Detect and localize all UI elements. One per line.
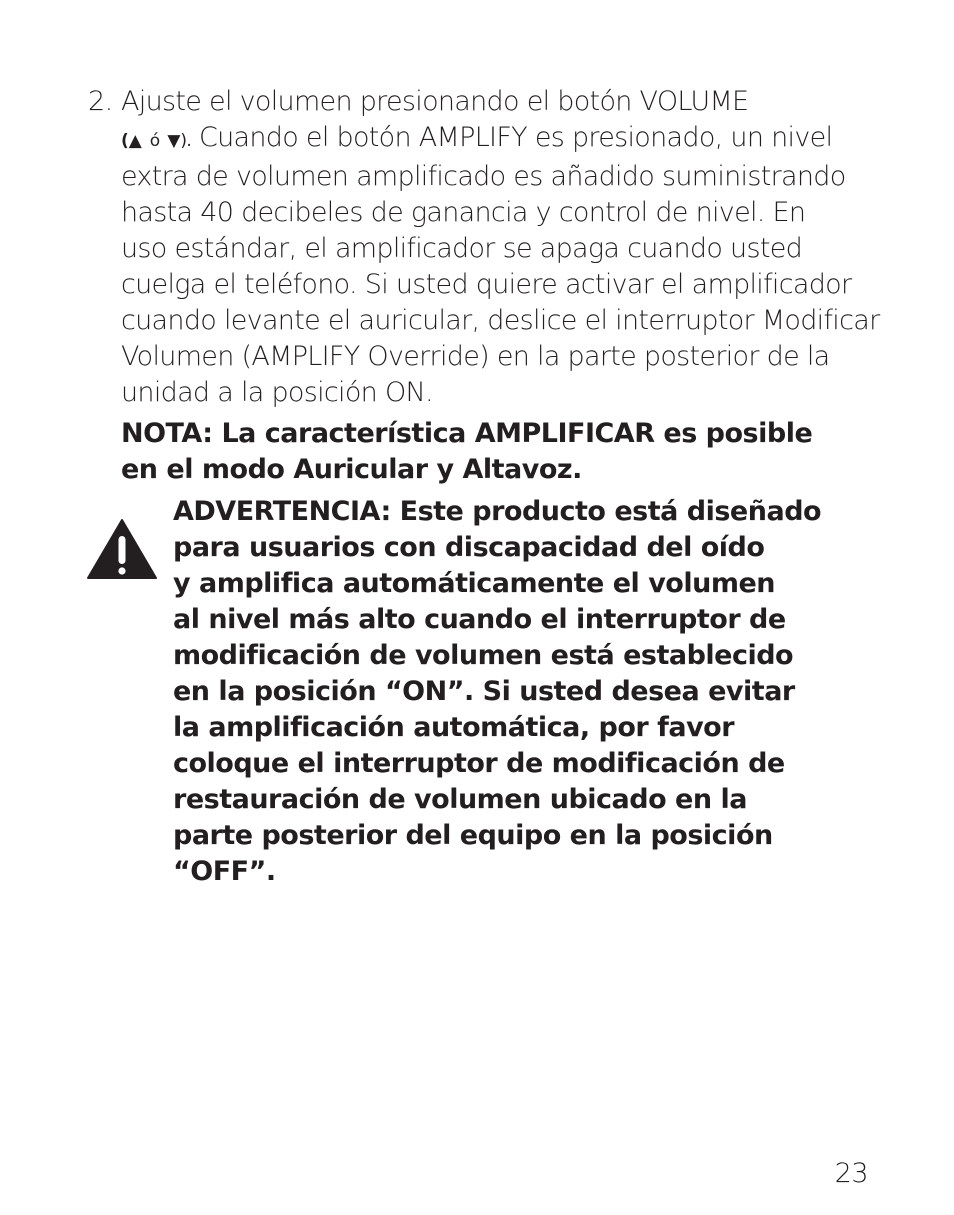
page-number: 23 xyxy=(834,1158,868,1189)
open-parenthesis: ( xyxy=(121,131,129,151)
volume-down-arrow-icon: ▼ xyxy=(167,131,181,151)
note-line: NOTA: La característica AMPLIFICAR es posible xyxy=(121,418,813,449)
paragraph-line: cuando levante el auricular, deslice el interruptor Modificar xyxy=(121,305,880,336)
paragraph-line: cuelga el teléfono. Si usted quiere activar el amplificador xyxy=(121,269,852,300)
paragraph-line: hasta 40 decibeles de ganancia y control de nivel. En xyxy=(121,197,806,228)
warning-triangle-icon xyxy=(86,518,158,580)
paragraph-line: extra de volumen amplificado es añadido suministrando xyxy=(121,161,846,192)
paragraph-line xyxy=(121,120,881,159)
volume-up-arrow-icon: ▲ xyxy=(128,131,142,151)
warning-block xyxy=(173,494,821,890)
paragraph-line: Volumen (AMPLIFY Override) en la parte posterior de la xyxy=(121,341,830,372)
list-item-number: 2. xyxy=(88,86,113,117)
warning-line: “OFF”. xyxy=(173,856,276,887)
close-parenthesis: ). xyxy=(180,131,192,151)
note-line: en el modo Auricular y Altavoz. xyxy=(121,454,582,485)
warning-line: la amplificación automática, por favor xyxy=(173,712,735,743)
line-text: Cuando el botón AMPLIFY es presionado, un nivel xyxy=(191,122,833,153)
paragraph-line: Ajuste el volumen presionando el botón VOLUME xyxy=(121,86,749,117)
warning-line: ADVERTENCIA: Este producto está diseñado xyxy=(173,496,822,527)
or-word: ó xyxy=(149,131,160,151)
instruction-paragraph xyxy=(121,84,881,411)
warning-line: y amplifica automáticamente el volumen xyxy=(173,568,775,599)
warning-line: coloque el interruptor de modificación de xyxy=(173,748,785,779)
warning-line: modificación de volumen está establecido xyxy=(173,640,794,671)
warning-line: restauración de volumen ubicado en la xyxy=(173,784,747,815)
paragraph-line: unidad a la posición ON. xyxy=(121,377,433,408)
paragraph-line: uso estándar, el amplificador se apaga cuando usted xyxy=(121,233,803,264)
warning-line: en la posición “ON”. Si usted desea evitar xyxy=(173,676,795,707)
note-block xyxy=(121,416,812,488)
warning-line: parte posterior del equipo en la posición xyxy=(173,820,773,851)
warning-line: para usuarios con discapacidad del oído xyxy=(173,532,765,563)
warning-line: al nivel más alto cuando el interruptor de xyxy=(173,604,786,635)
